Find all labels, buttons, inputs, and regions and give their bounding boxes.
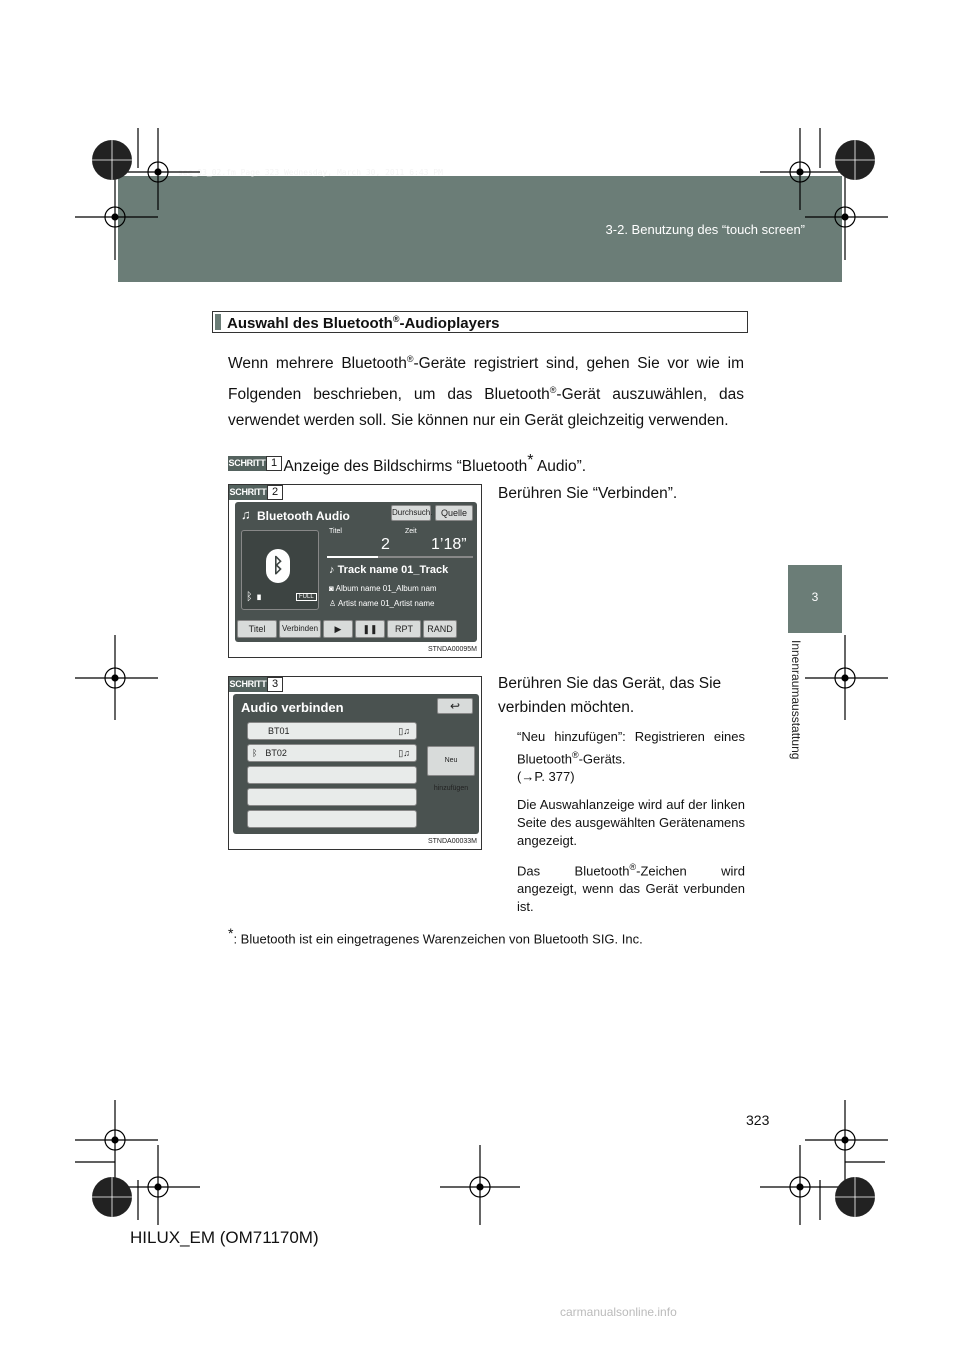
footnote: *: Bluetooth ist ein eingetragenes Warenzeichen von Bluetooth SIG. Inc.: [228, 925, 643, 947]
phone-music-icon: ▯♫: [398, 726, 410, 736]
section-title: Auswahl des Bluetooth®-Audioplayers: [227, 314, 500, 332]
step-badge: SCHRITT 3: [229, 677, 281, 692]
track-name: ♪ Track name 01_Track: [329, 564, 449, 576]
step-badge: SCHRITT 1: [228, 456, 280, 471]
device-row-bt02[interactable]: ᛒ BT02 ▯♫: [247, 744, 417, 762]
pause-button[interactable]: ❚❚: [355, 620, 385, 638]
album-name: ◙ Album name 01_Album nam: [329, 584, 437, 593]
repeat-button[interactable]: RPT: [387, 620, 421, 638]
step-3-text: Berühren Sie das Gerät, das Sie verbinden möchten.: [498, 675, 722, 716]
note-add-new: “Neu hinzufügen”: Registrieren eines Bluetooth®-Geräts. (→P. 377): [517, 729, 745, 785]
music-note-icon: ♫: [241, 507, 251, 522]
note-selection: Die Auswahlanzeige wird auf der linken Seite des ausgewählten Gerätenamens angezeigt.: [517, 797, 745, 848]
bluetooth-small-icon: ᛒ ▮: [246, 591, 263, 603]
image-code: STNDA00095M: [427, 646, 477, 653]
artist-name: ♙ Artist name 01_Artist name: [329, 599, 435, 608]
step-badge: SCHRITT 2: [229, 485, 281, 500]
play-time: 1’18”: [431, 536, 467, 553]
time-label: Zeit: [405, 528, 417, 535]
bluetooth-icon: ᛒ: [266, 549, 290, 583]
screen-title: Bluetooth Audio: [257, 509, 350, 523]
verbinden-button[interactable]: Verbinden: [279, 620, 321, 638]
titel-button[interactable]: Titel: [237, 620, 277, 638]
bluetooth-icon: ᛒ: [252, 748, 258, 758]
screen-title: Audio verbinden: [241, 700, 344, 715]
search-button[interactable]: Durchsuch.: [391, 505, 431, 521]
back-button[interactable]: ↩: [437, 698, 473, 714]
device-row-bt01[interactable]: BT01 ▯♫: [247, 722, 417, 740]
chapter-label: Innenraumausstattung: [789, 640, 803, 760]
intro-paragraph: Wenn mehrere Bluetooth®-Geräte registriert sind, gehen Sie vor wie im Folgenden beschrieben, um das Bluetooth®-Gerät auszuwählen, das verwendet werden soll. Sie können nur ein Gerät gleichzeitig verwenden.: [228, 354, 744, 430]
step-1: SCHRITT 1 Anzeige des Bildschirms “Bluetooth* Audio”.: [228, 452, 587, 476]
step-2-text: Berühren Sie “Verbinden”.: [498, 485, 678, 502]
model-code: HILUX_EM (OM71170M): [130, 1228, 319, 1247]
file-info-line: sec_03_02.fm Page 323 Wednesday, March 30, 2011 6:43 PM: [178, 168, 443, 177]
random-button[interactable]: RAND: [423, 620, 457, 638]
chapter-number: 3: [811, 590, 819, 604]
play-button[interactable]: ▶: [323, 620, 353, 638]
source-button[interactable]: Quelle: [435, 505, 473, 521]
battery-full-badge: FULL: [296, 593, 317, 601]
page-number: 323: [746, 1112, 770, 1128]
title-label: Titel: [329, 528, 342, 535]
image-code: STNDA00033M: [427, 838, 477, 845]
add-new-button[interactable]: Neu hinzufügen: [427, 746, 475, 776]
note-bluetooth-mark: Das Bluetooth®-Zeichen wird angezeigt, wenn das Gerät verbunden ist.: [517, 862, 745, 915]
track-number: 2: [381, 536, 390, 553]
phone-music-icon: ▯♫: [398, 748, 410, 758]
watermark: carmanualsonline.info: [560, 1305, 677, 1319]
section-reference: 3-2. Benutzung des “touch screen”: [605, 222, 805, 237]
